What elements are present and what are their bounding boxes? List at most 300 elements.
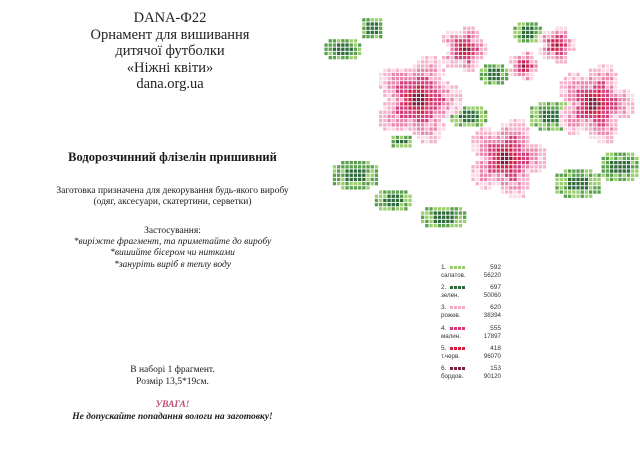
stitch	[572, 43, 575, 46]
description-line: (одяг, аксесуари, скатертини, серветки)	[93, 197, 252, 207]
stitch	[518, 123, 521, 126]
stitch	[543, 165, 546, 168]
stitch	[543, 102, 546, 105]
stitch	[518, 195, 521, 198]
stitch	[627, 106, 630, 109]
stitch	[534, 169, 537, 172]
stitch	[413, 102, 416, 105]
stitch	[392, 77, 395, 80]
stitch	[350, 169, 353, 172]
stitch	[589, 119, 592, 122]
stitch	[392, 69, 395, 72]
stitch	[421, 132, 424, 135]
stitch	[480, 186, 483, 189]
stitch	[488, 132, 491, 135]
stitch	[606, 73, 609, 76]
stitch	[526, 174, 529, 177]
stitch	[337, 39, 340, 42]
stitch	[476, 31, 479, 34]
stitch	[627, 165, 630, 168]
stitch	[518, 31, 521, 34]
stitch	[476, 119, 479, 122]
stitch	[597, 102, 600, 105]
stitch	[350, 48, 353, 51]
stitch	[387, 106, 390, 109]
stitch	[530, 73, 533, 76]
stitch	[509, 169, 512, 172]
stitch	[484, 43, 487, 46]
stitch	[413, 81, 416, 84]
stitch	[522, 73, 525, 76]
stitch	[404, 190, 407, 193]
stitch	[429, 224, 432, 227]
stitch	[350, 39, 353, 42]
stitch	[455, 224, 458, 227]
stitch	[627, 111, 630, 114]
stitch	[631, 169, 634, 172]
stitch	[379, 77, 382, 80]
stitch	[387, 85, 390, 88]
stitch	[379, 18, 382, 21]
stitch	[614, 73, 617, 76]
stitch	[560, 190, 563, 193]
stitch	[555, 186, 558, 189]
stitch	[337, 178, 340, 181]
stitch	[480, 153, 483, 156]
stitch	[362, 165, 365, 168]
stitch	[392, 199, 395, 202]
stitch	[459, 102, 462, 105]
stitch	[539, 165, 542, 168]
stitch	[497, 153, 500, 156]
stitch	[597, 119, 600, 122]
stitch	[421, 211, 424, 214]
stitch	[379, 207, 382, 210]
stitch	[534, 35, 537, 38]
stitch	[450, 39, 453, 42]
stitch	[455, 56, 458, 59]
stitch	[480, 161, 483, 164]
legend-stitch-count: 697	[490, 284, 501, 292]
stitch	[488, 144, 491, 147]
stitch	[623, 165, 626, 168]
stitch	[610, 81, 613, 84]
stitch	[518, 132, 521, 135]
stitch	[434, 111, 437, 114]
stitch	[589, 190, 592, 193]
stitch	[501, 73, 504, 76]
stitch	[417, 64, 420, 67]
stitch	[484, 161, 487, 164]
stitch	[492, 174, 495, 177]
stitch	[568, 43, 571, 46]
stitch	[417, 136, 420, 139]
stitch	[467, 111, 470, 114]
legend-swatch-bead	[450, 367, 453, 370]
stitch	[492, 132, 495, 135]
stitch	[597, 98, 600, 101]
stitch	[404, 69, 407, 72]
stitch	[576, 182, 579, 185]
stitch	[530, 111, 533, 114]
stitch	[467, 115, 470, 118]
stitch	[509, 136, 512, 139]
stitch	[476, 132, 479, 135]
stitch	[471, 39, 474, 42]
stitch	[476, 52, 479, 55]
stitch	[539, 161, 542, 164]
stitch	[413, 119, 416, 122]
stitch	[341, 165, 344, 168]
stitch	[568, 90, 571, 93]
stitch	[497, 132, 500, 135]
stitch	[455, 98, 458, 101]
stitch	[602, 98, 605, 101]
stitch	[602, 169, 605, 172]
stitch	[618, 106, 621, 109]
stitch	[522, 157, 525, 160]
stitch	[505, 153, 508, 156]
stitch	[513, 56, 516, 59]
stitch	[450, 102, 453, 105]
stitch	[484, 182, 487, 185]
legend-color-name: зелен.	[441, 292, 460, 300]
stitch	[442, 127, 445, 130]
stitch	[602, 77, 605, 80]
stitch	[589, 98, 592, 101]
stitch	[492, 165, 495, 168]
stitch	[345, 169, 348, 172]
stitch	[492, 169, 495, 172]
stitch	[463, 115, 466, 118]
stitch	[539, 111, 542, 114]
stitch	[497, 169, 500, 172]
product-code: DANA-Ф22	[133, 10, 207, 26]
stitch	[560, 31, 563, 34]
legend-swatch-bead	[458, 266, 461, 269]
stitch	[560, 90, 563, 93]
floral-pattern-image	[316, 14, 640, 246]
stitch	[572, 186, 575, 189]
legend-number: 5.	[441, 344, 447, 352]
stitch	[539, 102, 542, 105]
stitch	[438, 220, 441, 223]
stitch	[631, 94, 634, 97]
stitch	[606, 174, 609, 177]
legend-swatch-bead	[450, 306, 453, 309]
stitch	[425, 132, 428, 135]
stitch	[350, 186, 353, 189]
stitch	[438, 119, 441, 122]
stitch	[568, 111, 571, 114]
stitch	[530, 35, 533, 38]
stitch	[396, 73, 399, 76]
stitch	[341, 48, 344, 51]
stitch	[597, 77, 600, 80]
stitch	[429, 102, 432, 105]
stitch	[518, 157, 521, 160]
stitch	[476, 148, 479, 151]
stitch	[413, 73, 416, 76]
stitch	[568, 106, 571, 109]
stitch	[476, 115, 479, 118]
stitch	[413, 111, 416, 114]
stitch	[396, 119, 399, 122]
stitch	[396, 106, 399, 109]
stitch	[387, 90, 390, 93]
stitch	[341, 186, 344, 189]
stitch	[442, 81, 445, 84]
stitch	[518, 56, 521, 59]
stitch	[593, 81, 596, 84]
stitch	[530, 161, 533, 164]
stitch	[555, 35, 558, 38]
stitch	[564, 127, 567, 130]
stitch	[358, 169, 361, 172]
stitch	[581, 119, 584, 122]
stitch	[450, 31, 453, 34]
stitch	[518, 119, 521, 122]
stitch	[614, 111, 617, 114]
stitch	[568, 174, 571, 177]
stitch	[429, 140, 432, 143]
stitch	[471, 136, 474, 139]
stitch	[341, 178, 344, 181]
stitch	[589, 73, 592, 76]
stitch	[375, 35, 378, 38]
stitch	[631, 178, 634, 181]
stitch	[610, 132, 613, 135]
stitch	[555, 102, 558, 105]
stitch	[455, 85, 458, 88]
stitch	[392, 190, 395, 193]
stitch	[387, 77, 390, 80]
stitch	[589, 174, 592, 177]
stitch	[539, 115, 542, 118]
stitch	[501, 69, 504, 72]
stitch	[442, 39, 445, 42]
stitch	[513, 186, 516, 189]
stitch	[530, 119, 533, 122]
stitch	[421, 127, 424, 130]
stitch	[631, 157, 634, 160]
stitch	[518, 60, 521, 63]
stitch	[396, 123, 399, 126]
stitch	[602, 102, 605, 105]
stitch	[572, 182, 575, 185]
stitch	[623, 161, 626, 164]
stitch	[417, 69, 420, 72]
stitch	[450, 216, 453, 219]
stitch	[400, 81, 403, 84]
stitch	[576, 127, 579, 130]
stitch	[576, 132, 579, 135]
stitch	[585, 98, 588, 101]
stitch	[455, 111, 458, 114]
stitch	[585, 174, 588, 177]
legend-color-code: 17897	[483, 332, 501, 340]
stitch	[593, 98, 596, 101]
stitch	[593, 94, 596, 97]
stitch	[408, 73, 411, 76]
stitch	[560, 115, 563, 118]
stitch	[526, 39, 529, 42]
stitch	[526, 178, 529, 181]
legend-swatch-bead	[462, 286, 465, 289]
stitch	[518, 27, 521, 30]
stitch	[425, 220, 428, 223]
stitch	[421, 56, 424, 59]
stitch	[597, 132, 600, 135]
stitch	[610, 98, 613, 101]
stitch	[442, 106, 445, 109]
stitch	[589, 127, 592, 130]
stitch	[568, 115, 571, 118]
legend-swatch-bead	[462, 367, 465, 370]
stitch	[408, 102, 411, 105]
stitch	[488, 169, 491, 172]
stitch	[375, 178, 378, 181]
stitch	[350, 52, 353, 55]
stitch	[392, 94, 395, 97]
stitch	[434, 115, 437, 118]
stitch	[358, 174, 361, 177]
stitch	[354, 186, 357, 189]
stitch	[404, 73, 407, 76]
stitch	[555, 39, 558, 42]
legend-stitch-count: 555	[490, 324, 501, 332]
stitch	[551, 127, 554, 130]
stitch	[375, 182, 378, 185]
stitch	[438, 111, 441, 114]
stitch	[413, 94, 416, 97]
stitch	[392, 102, 395, 105]
stitch	[400, 203, 403, 206]
stitch	[593, 190, 596, 193]
stitch	[446, 43, 449, 46]
stitch	[509, 174, 512, 177]
stitch	[564, 90, 567, 93]
stitch	[463, 119, 466, 122]
stitch	[568, 169, 571, 172]
stitch	[623, 111, 626, 114]
stitch	[434, 132, 437, 135]
stitch	[505, 123, 508, 126]
stitch	[438, 60, 441, 63]
stitch	[366, 31, 369, 34]
legend-swatch-bead	[454, 367, 457, 370]
stitch	[572, 119, 575, 122]
stitch	[526, 60, 529, 63]
stitch	[606, 90, 609, 93]
stitch	[438, 77, 441, 80]
stitch	[581, 123, 584, 126]
stitch	[627, 161, 630, 164]
stitch	[429, 77, 432, 80]
stitch	[581, 81, 584, 84]
stitch	[383, 190, 386, 193]
stitch	[497, 174, 500, 177]
stitch	[450, 119, 453, 122]
stitch	[526, 31, 529, 34]
legend-number: 2.	[441, 284, 447, 292]
stitch	[505, 186, 508, 189]
stitch	[362, 35, 365, 38]
stitch	[413, 69, 416, 72]
stitch	[560, 106, 563, 109]
stitch	[593, 85, 596, 88]
stitch	[455, 39, 458, 42]
material-title: Водорозчинний флізелін пришивний	[68, 150, 277, 164]
stitch	[501, 182, 504, 185]
stitch	[618, 157, 621, 160]
stitch	[421, 64, 424, 67]
stitch	[404, 123, 407, 126]
stitch	[366, 35, 369, 38]
stitch	[589, 81, 592, 84]
stitch	[392, 207, 395, 210]
stitch	[425, 106, 428, 109]
stitch	[564, 27, 567, 30]
stitch	[513, 35, 516, 38]
legend-swatch-bead	[450, 286, 453, 289]
stitch	[581, 98, 584, 101]
stitch	[429, 127, 432, 130]
stitch	[463, 64, 466, 67]
stitch	[497, 144, 500, 147]
stitch	[404, 119, 407, 122]
stitch	[450, 211, 453, 214]
stitch	[484, 132, 487, 135]
stitch	[400, 98, 403, 101]
stitch	[597, 123, 600, 126]
stitch	[366, 161, 369, 164]
stitch	[518, 64, 521, 67]
stitch	[526, 64, 529, 67]
stitch	[610, 77, 613, 80]
stitch	[459, 90, 462, 93]
stitch	[555, 48, 558, 51]
stitch	[417, 85, 420, 88]
legend-swatch-bead	[454, 327, 457, 330]
stitch	[526, 132, 529, 135]
stitch	[593, 69, 596, 72]
stitch	[576, 98, 579, 101]
stitch	[350, 165, 353, 168]
stitch	[484, 157, 487, 160]
stitch	[497, 64, 500, 67]
stitch	[576, 174, 579, 177]
stitch	[568, 48, 571, 51]
stitch	[455, 220, 458, 223]
stitch	[505, 136, 508, 139]
stitch	[442, 85, 445, 88]
stitch	[413, 77, 416, 80]
stitch	[501, 153, 504, 156]
stitch	[417, 90, 420, 93]
stitch	[539, 39, 542, 42]
stitch	[513, 132, 516, 135]
stitch	[484, 69, 487, 72]
stitch	[446, 102, 449, 105]
stitch	[484, 127, 487, 130]
stitch	[434, 119, 437, 122]
stitch	[539, 144, 542, 147]
stitch	[547, 31, 550, 34]
stitch	[383, 195, 386, 198]
stitch	[354, 174, 357, 177]
stitch	[392, 203, 395, 206]
